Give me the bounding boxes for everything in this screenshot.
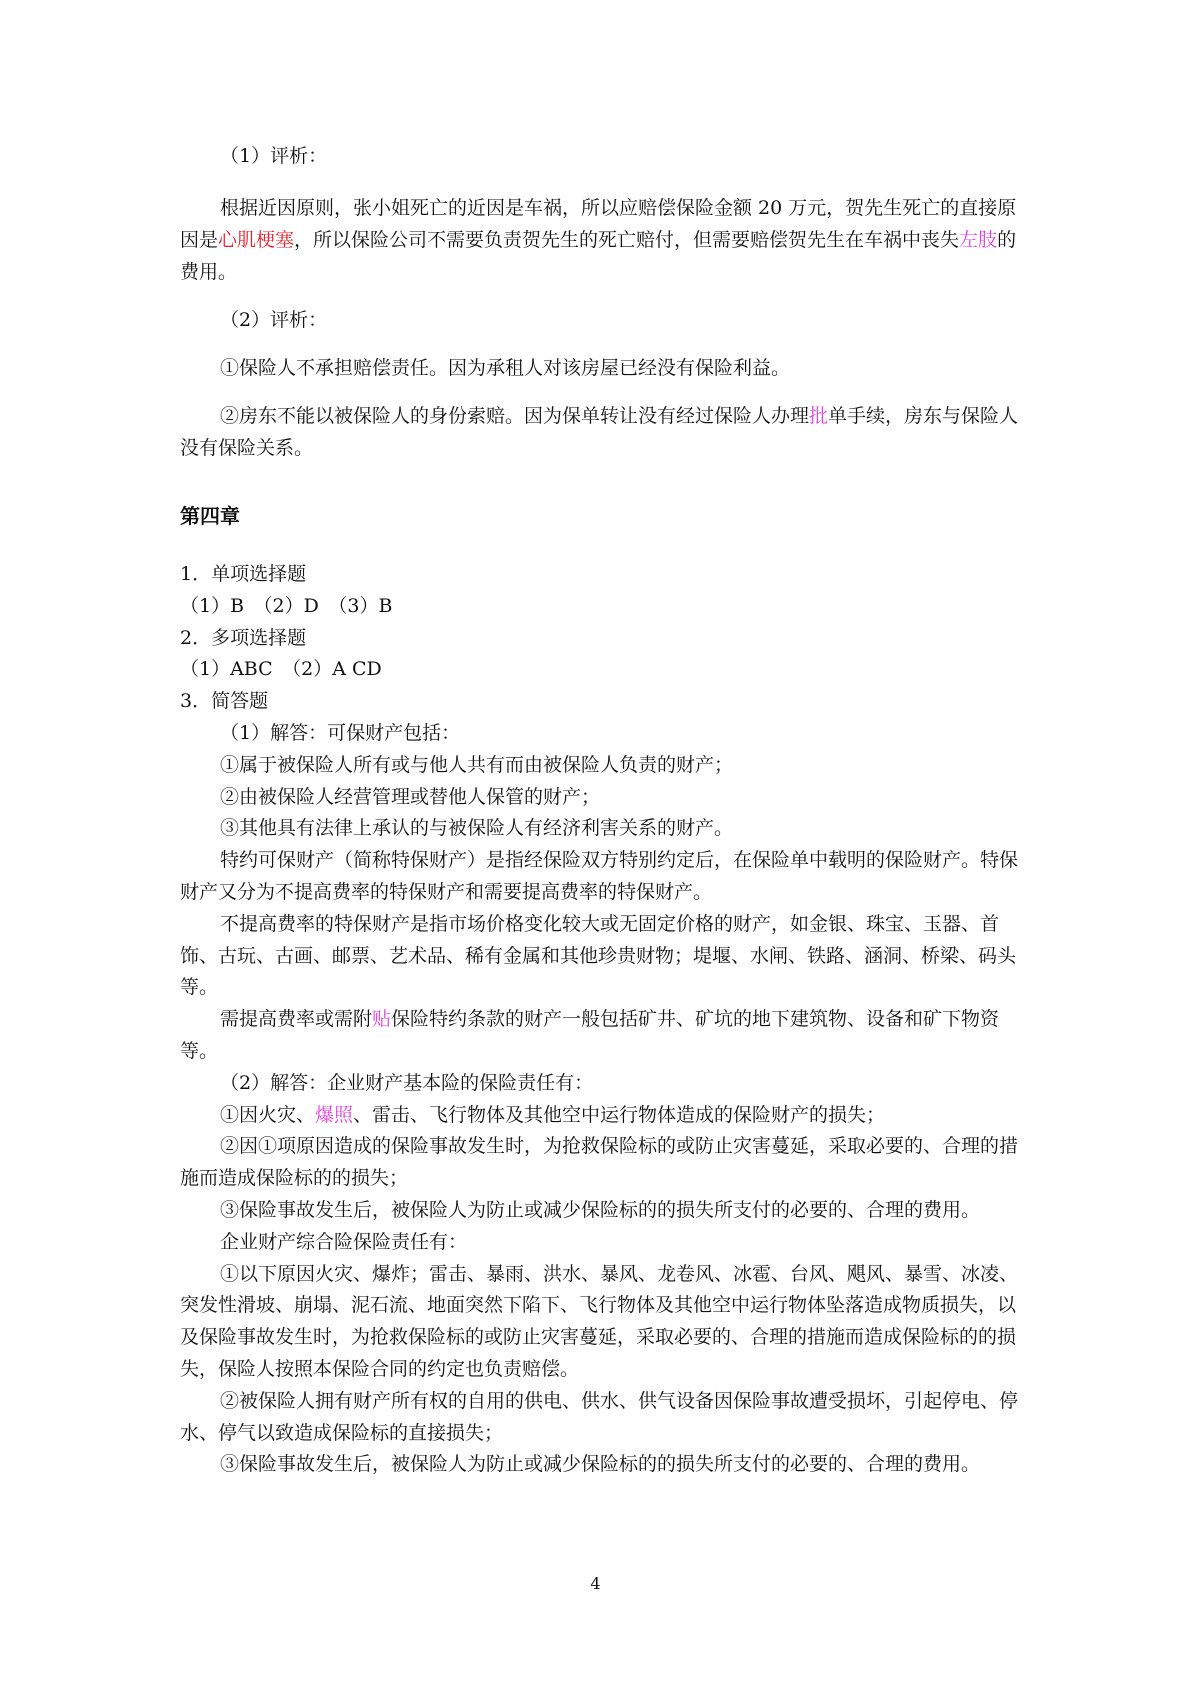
q1-analysis	[180, 192, 1020, 288]
answer-2-item-1-text-2: 、雷击、飞行物体及其他空中运行物体造成的保险财产的损失；	[353, 1103, 886, 1126]
answer-1-item-1: ①属于被保险人所有或与他人共有而由被保险人负责的财产；	[220, 753, 734, 776]
previous-chapter-answers	[180, 140, 1020, 464]
answer-2-intro: （2）解答：企业财产基本险的保险责任有：	[220, 1071, 594, 1094]
answer-2-comprehensive-item-2: ②被保险人拥有财产所有权的自用的供电、供水、供气设备因保险事故遭受损坏，引起停电、停水、停气以致造成保险标的直接损失；	[180, 1389, 1019, 1444]
q1-highlight-1: 心肌梗塞	[218, 229, 295, 251]
answer-2-item-1-text-1: ①因火灾、	[220, 1103, 316, 1126]
q1-highlight-2: 左肢	[959, 229, 998, 251]
q2-item-2-text-2: 单手续，房东与保险人没有保险关系。	[180, 405, 1019, 459]
q1-label: （1）评析：	[220, 145, 328, 167]
page-content	[180, 140, 1020, 1481]
answer-2-item-1	[180, 1100, 1020, 1132]
answer-1-paragraph-3-highlight: 贴	[372, 1008, 392, 1031]
q2-item-2-text-1: ②房东不能以被保险人的身份索赔。因为保单转让没有经过保险人办理	[220, 405, 810, 427]
q2-item-1: ①保险人不承担赔偿责任。因为承租人对该房屋已经没有保险利益。	[220, 357, 791, 379]
page-number: 4	[590, 1574, 601, 1593]
multi-choice-answers: （1）ABC （2）A CD	[180, 658, 382, 681]
answer-1-item-2: ②由被保险人经营管理或替他人保管的财产；	[220, 785, 601, 808]
answer-2-item-3: ③保险事故发生后，被保险人为防止或减少保险标的的损失所支付的必要的、合理的费用。	[220, 1198, 981, 1221]
answer-1-paragraph-2: 不提高费率的特保财产是指市场价格变化较大或无固定价格的财产，如金银、珠宝、玉器、首饰、古玩、古画、邮票、艺术品、稀有金属和其他珍贵财物；堤堰、水闸、铁路、涵洞、桥梁、码头等。	[180, 912, 1017, 999]
q1-text-2: ，所以保险公司不需要负责贺先生的死亡赔付，但需要赔偿贺先生在车祸中丧失	[294, 229, 960, 251]
q2-label: （2）评析：	[220, 309, 328, 331]
answer-2-item-2: ②因①项原因造成的保险事故发生时，为抢救保险标的或防止灾害蔓延，采取必要的、合理的措施而造成保险标的的损失；	[180, 1135, 1019, 1190]
answer-1-intro: （1）解答：可保财产包括：	[220, 721, 461, 744]
answer-2-comprehensive-item-3: ③保险事故发生后，被保险人为防止或减少保险标的的损失所支付的必要的、合理的费用。	[220, 1453, 981, 1476]
single-choice-title: 1．单项选择题	[180, 563, 307, 585]
single-choice-answers: （1）B （2）D （3）B	[180, 594, 393, 617]
answer-1-paragraph-3-text-2: 保险特约条款的财产一般包括矿井、矿坑的地下建筑物、设备和矿下物资等。	[180, 1008, 1000, 1062]
q2-item-2	[180, 400, 1020, 464]
answer-1-paragraph-3	[180, 1004, 1020, 1068]
answer-1-item-3: ③其他具有法律上承认的与被保险人有经济利害关系的财产。	[220, 817, 734, 840]
q2-item-2-highlight: 批	[809, 405, 829, 427]
answer-1-paragraph-1: 特约可保财产（简称特保财产）是指经保险双方特别约定后，在保险单中载明的保险财产。特保财产又分为不提高费率的特保财产和需要提高费率的特保财产。	[180, 849, 1019, 903]
answer-2-item-1-highlight: 爆照	[315, 1103, 354, 1126]
q1-text-1: 根据近因原则，张小姐死亡的近因是车祸，所以应赔偿保险金额 20 万元，贺先生死亡的直接原因是	[180, 197, 1017, 251]
answer-2-comprehensive-item-1: ①以下原因火灾、爆炸；雷击、暴雨、洪水、暴风、龙卷风、冰雹、台风、飓风、暴雪、冰凌、突发性滑坡、崩塌、泥石流、地面突然下陷下、飞行物体及其他空中运行物体坠落造成物质损失，以及保险事故发生时，为抢救保险标的或防止灾害蔓延，采取必要的、合理的措施而造成保险标的的损失，保险人按照本保险合同的约定也负责赔偿。	[180, 1262, 1019, 1380]
answer-1-paragraph-3-text-1: 需提高费率或需附	[220, 1008, 373, 1031]
answer-2-comprehensive-intro: 企业财产综合险保险责任有：	[220, 1230, 468, 1253]
chapter-title: 第四章	[180, 504, 240, 528]
q1-text-3: 的费用。	[180, 229, 1017, 283]
short-answer-title: 3．简答题	[180, 690, 269, 713]
chapter-four-answers	[180, 559, 1020, 1481]
multi-choice-title: 2．多项选择题	[180, 626, 307, 649]
